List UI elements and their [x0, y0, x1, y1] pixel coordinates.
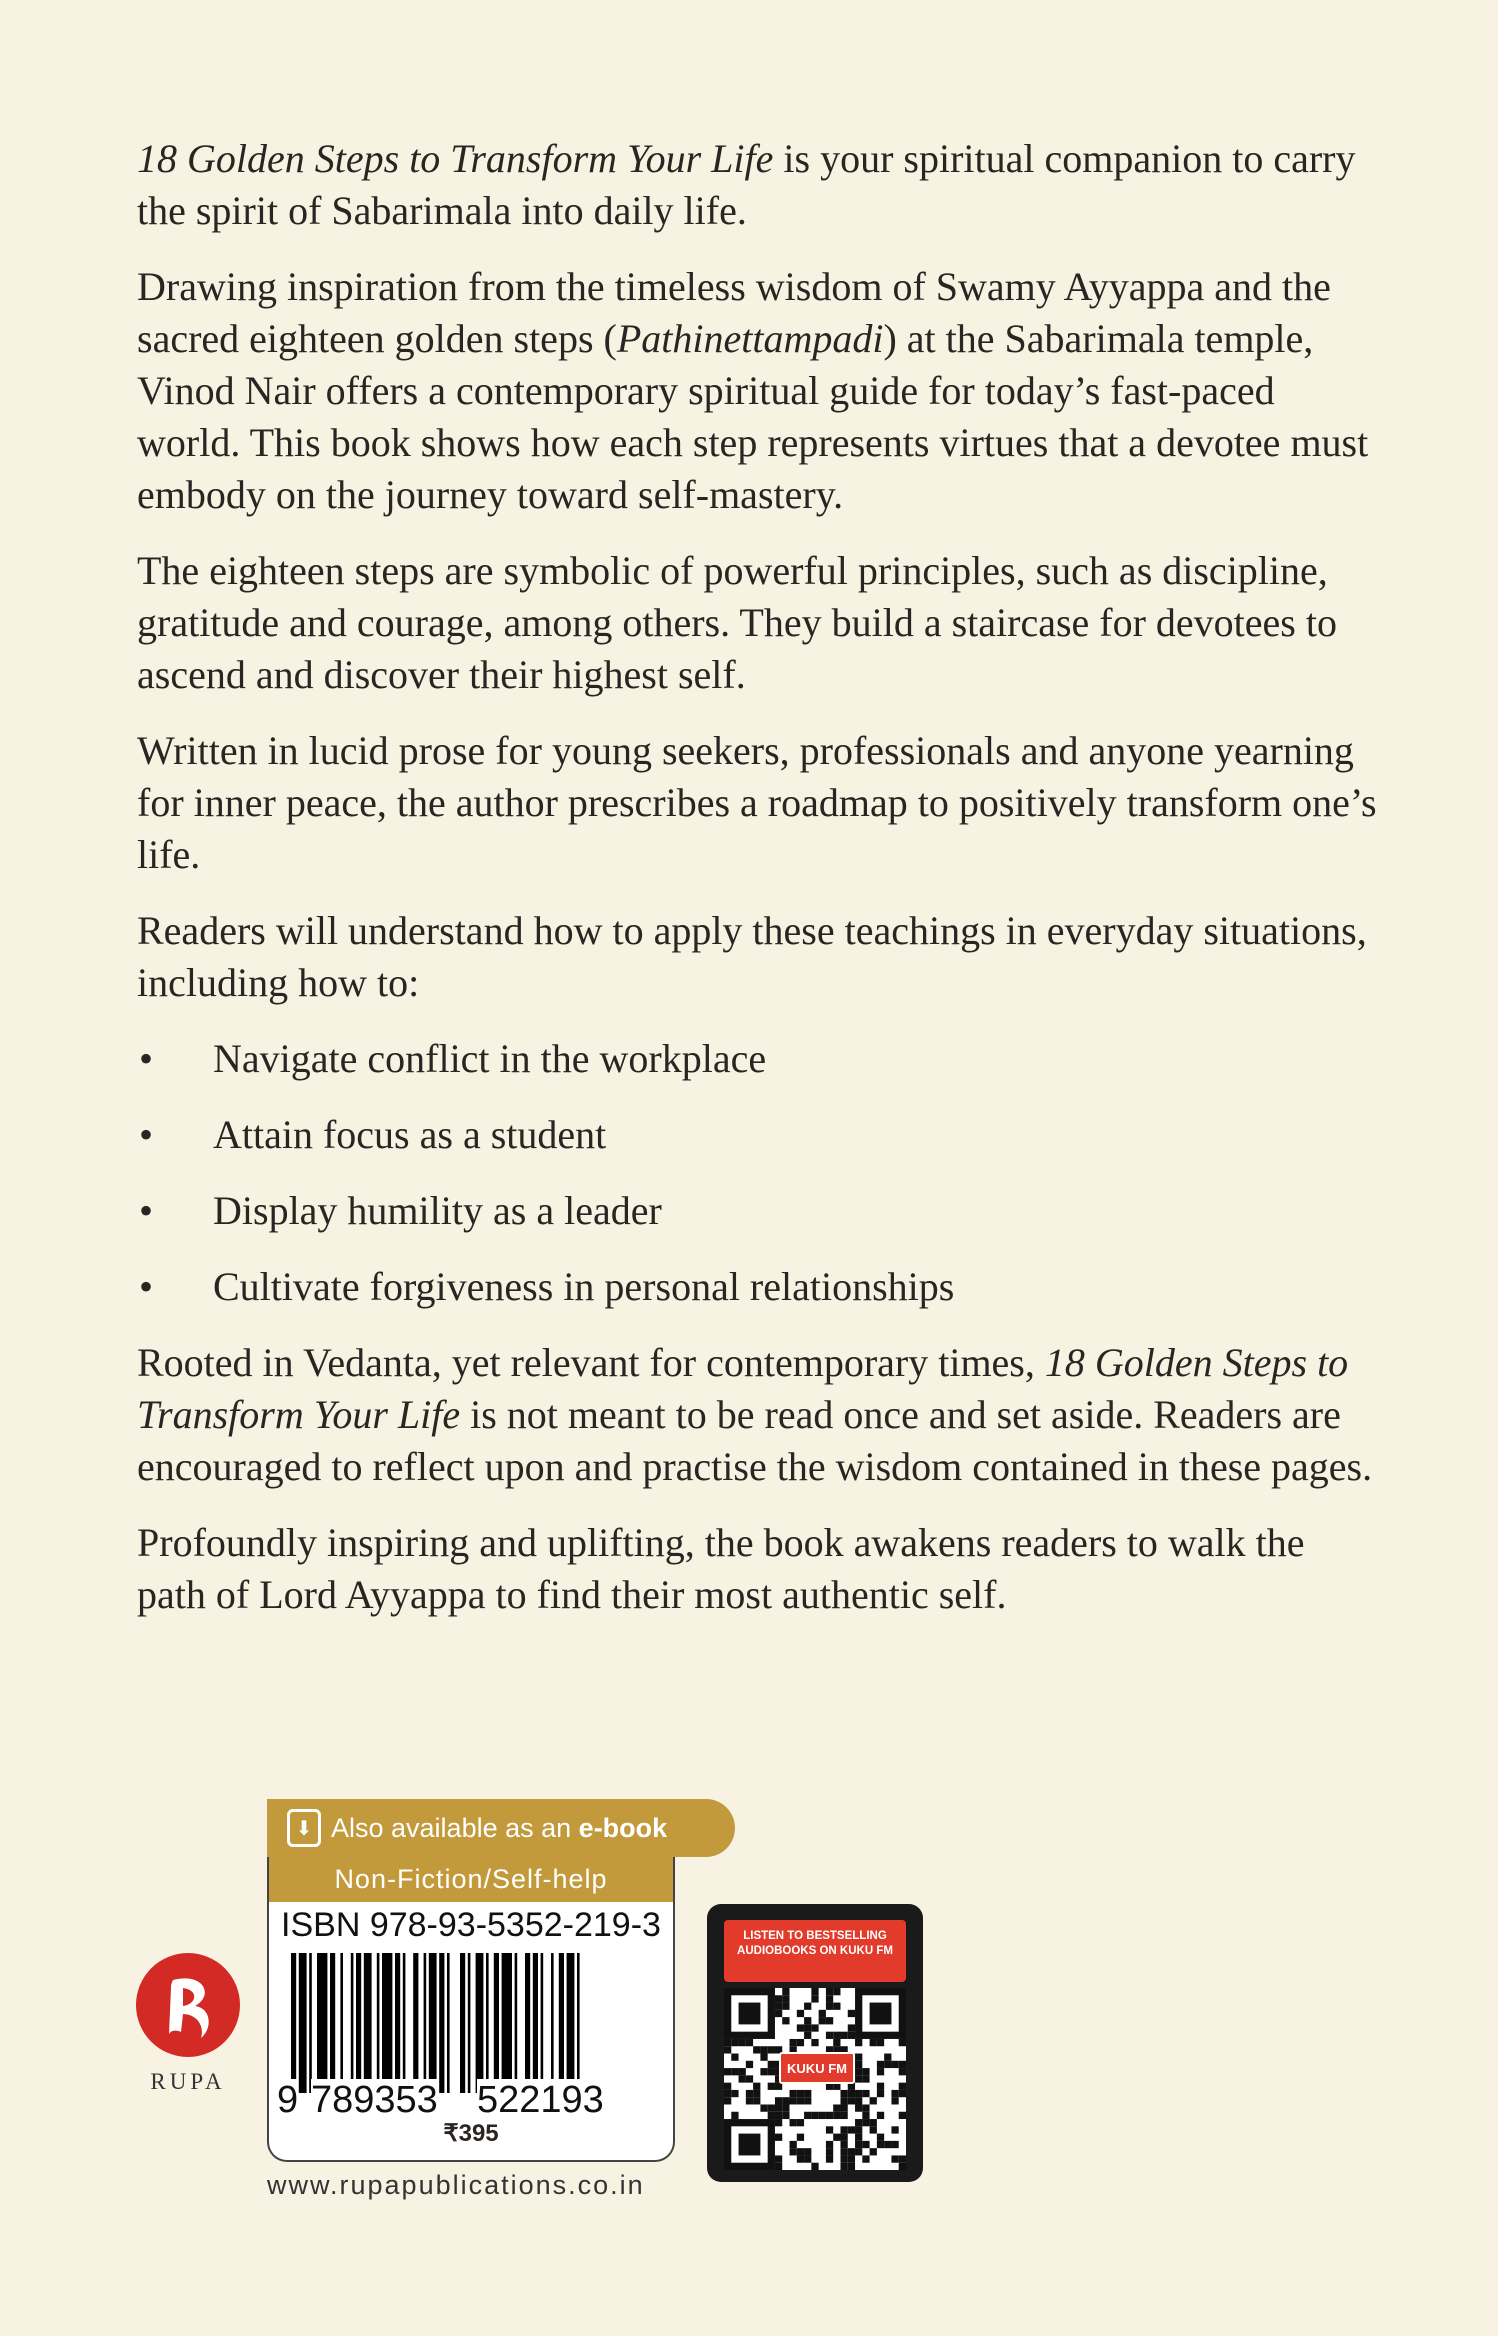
list-item: • Display humility as a leader: [137, 1185, 1382, 1237]
book-title-italic: 18 Golden Steps to Transform Your Life: [137, 136, 774, 181]
blurb-paragraph-1: 18 Golden Steps to Transform Your Life is your spiritual companion to carry the spirit of Sabarimala into daily life.: [137, 136, 1356, 233]
kuku-fm-logo: KUKU FM: [779, 2052, 855, 2084]
list-item: • Attain focus as a student: [137, 1109, 1382, 1161]
blurb-paragraph-4: Written in lucid prose for young seekers, professionals and anyone yearning for inner peace, the author prescribes a roadmap to positively transform one’s life.: [137, 728, 1377, 877]
rupa-emblem-icon: [133, 1950, 243, 2060]
price-label: ₹395: [443, 2120, 499, 2147]
sanskrit-term: Pathinettampadi: [616, 316, 884, 361]
kuku-headline: LISTEN TO BESTSELLING AUDIOBOOKS ON KUKU FM: [724, 1920, 906, 1982]
book-title-italic: 18 Golden Steps to Transform Your Life: [137, 1340, 1349, 1437]
isbn-text: ISBN 978-93-5352-219-3: [281, 1906, 661, 1944]
genre-label: Non-Fiction/Self-help: [269, 1857, 673, 1902]
blurb-paragraph-2: Drawing inspiration from the timeless wisdom of Swamy Ayyappa and the sacred eighteen golden steps (Pathinettampadi) at the Sabarimala temple, Vinod Nair offers a contemporary spiritual guide for today’s fast-paced world. This book shows how each step represents virtues that a devotee must embody on the journey toward self-mastery.: [137, 264, 1369, 517]
rupa-logo: [133, 1950, 243, 2095]
ebook-banner: ⬇ Also available as an e-book: [267, 1799, 735, 1857]
blurb-paragraph-7: Profoundly inspiring and uplifting, the book awakens readers to walk the path of Lord Ayyappa to find their most authentic self.: [137, 1520, 1305, 1617]
barcode-box: Non-Fiction/Self-help ISBN 978-93-5352-219-3 9 789353 522193 ₹395: [267, 1857, 675, 2162]
blurb-paragraph-3: The eighteen steps are symbolic of powerful principles, such as discipline, gratitude and courage, among others. They build a staircase for devotees to ascend and discover their highest self.: [137, 548, 1337, 697]
publisher-name: RUPA: [150, 2069, 226, 2094]
blurb-paragraph-6: Rooted in Vedanta, yet relevant for contemporary times, 18 Golden Steps to Transform Your Life is not meant to be read once and set aside. Readers are encouraged to reflect upon and practise the wisdom contained in these pages.: [137, 1340, 1373, 1489]
bullet-icon: •: [139, 1188, 154, 1233]
publisher-website: www.rupapublications.co.in: [267, 2170, 645, 2200]
list-item: • Cultivate forgiveness in personal relationships: [137, 1261, 1382, 1313]
kuku-fm-qr-panel: [707, 1904, 923, 2182]
bullet-icon: •: [139, 1264, 154, 1309]
blurb-text: [137, 133, 1382, 1645]
bullet-icon: •: [139, 1036, 154, 1081]
blurb-paragraph-5: Readers will understand how to apply these teachings in everyday situations, including how to:: [137, 908, 1367, 1005]
list-item: • Navigate conflict in the workplace: [137, 1033, 1382, 1085]
barcode-icon: [291, 1953, 655, 2093]
bullet-icon: •: [139, 1112, 154, 1157]
download-icon: ⬇: [287, 1809, 321, 1847]
bullet-list: [137, 1033, 1382, 1313]
